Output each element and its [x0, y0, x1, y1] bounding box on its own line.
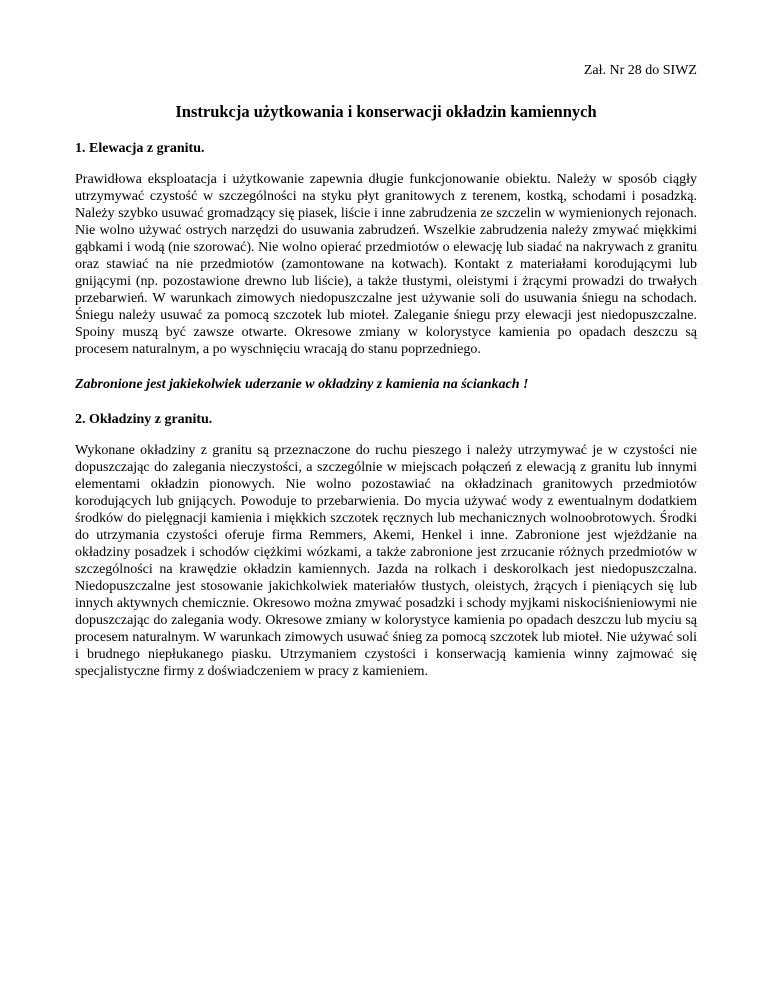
section-granite-facade [75, 140, 697, 393]
section-heading: 2. Okładziny z granitu. [75, 412, 213, 427]
section-granite-cladding [75, 411, 697, 680]
section-heading: 1. Elewacja z granitu. [75, 141, 205, 156]
annex-label: Zał. Nr 28 do SIWZ [583, 63, 697, 78]
section-paragraph: Prawidłowa eksploatacja i użytkowanie zapewnia długie funkcjonowanie obiektu. Należy w sposób ciągły utrzymywać czystość w szczególności na styku płyt granitowych z terenem, kostką, schodami i posadzką. Należy szybko usuwać gromadzący się piasek, liście i inne zabrudzenia ze szczelin w wymienionych rejonach. Nie wolno używać ostrych narzędzi do usuwania zabrudzeń. Wszelkie zabrudzenia należy zmywać miękkimi gąbkami i wodą (nie szorować). Nie wolno opierać przedmiotów o elewację lub siadać na nakrywach z granitu oraz stawiać na nie przedmiotów (zamontowane na kotwach). Kontakt z materiałami korodującymi lub gnijącymi (np. pozostawione drewno lub liście), a także tłustymi, oleistymi i żrącymi prowadzi do trwałych przebarwień. W warunkach zimowych niedopuszczalne jest używanie soli do usuwania śniegu na schodach. Śniegu należy usuwać za pomocą szczotek lub mioteł. Zaleganie śniegu przy elewacji jest niedopuszczalne. Spoiny muszą być zawsze otwarte. Okresowe zmiany w kolorystyce kamienia po opadach deszczu są procesem naturalnym, a po wyschnięciu wracają do stanu poprzedniego. [75, 172, 697, 357]
warning-note: Zabronione jest jakiekolwiek uderzanie w okładziny z kamienia na ściankach ! [75, 377, 529, 392]
document-title: Instrukcja użytkowania i konserwacji okładzin kamiennych [175, 102, 597, 121]
section-paragraph: Wykonane okładziny z granitu są przeznaczone do ruchu pieszego i należy utrzymywać je w czystości nie dopuszczając do zalegania nieczystości, a szczególnie w miejscach połączeń z elewacją z granitu lub innymi elementami okładzin pionowych. Nie wolno pozostawiać na okładzinach granitowych przedmiotów korodujących lub gnijących. Powoduje to przebarwienia. Do mycia używać wody z ewentualnym dodatkiem środków do pielęgnacji kamienia i miękkich szczotek ręcznych lub mechanicznych wolnoobrotowych. Środki do utrzymania czystości oferuje firma Remmers, Akemi, Henkel i inne. Zabronione jest wjeżdżanie na okładziny posadzek i schodów ciężkimi wózkami, a także zabronione jest zrzucanie różnych przedmiotów w szczególności na krawędzie okładzin kamiennych. Jazda na rolkach i deskorolkach jest niedopuszczalna. Niedopuszczalne jest stosowanie jakichkolwiek materiałów tłustych, oleistych, żrących i pieniących się lub innych aktywnych chemicznie. Okresowo można zmywać posadzki i schody myjkami niskociśnieniowymi nie dopuszczając do zalegania wody. Okresowe zmiany w kolorystyce kamienia po opadach deszczu lub myciu są procesem naturalnym. W warunkach zimowych usuwać śnieg za pomocą szczotek lub mioteł. Nie używać soli i brudnego niepłukanego piasku. Utrzymaniem czystości i konserwacją kamienia winny zajmować się specjalistyczne firmy z doświadczeniem w pracy z kamieniem. [75, 443, 697, 679]
document-page [75, 62, 697, 680]
